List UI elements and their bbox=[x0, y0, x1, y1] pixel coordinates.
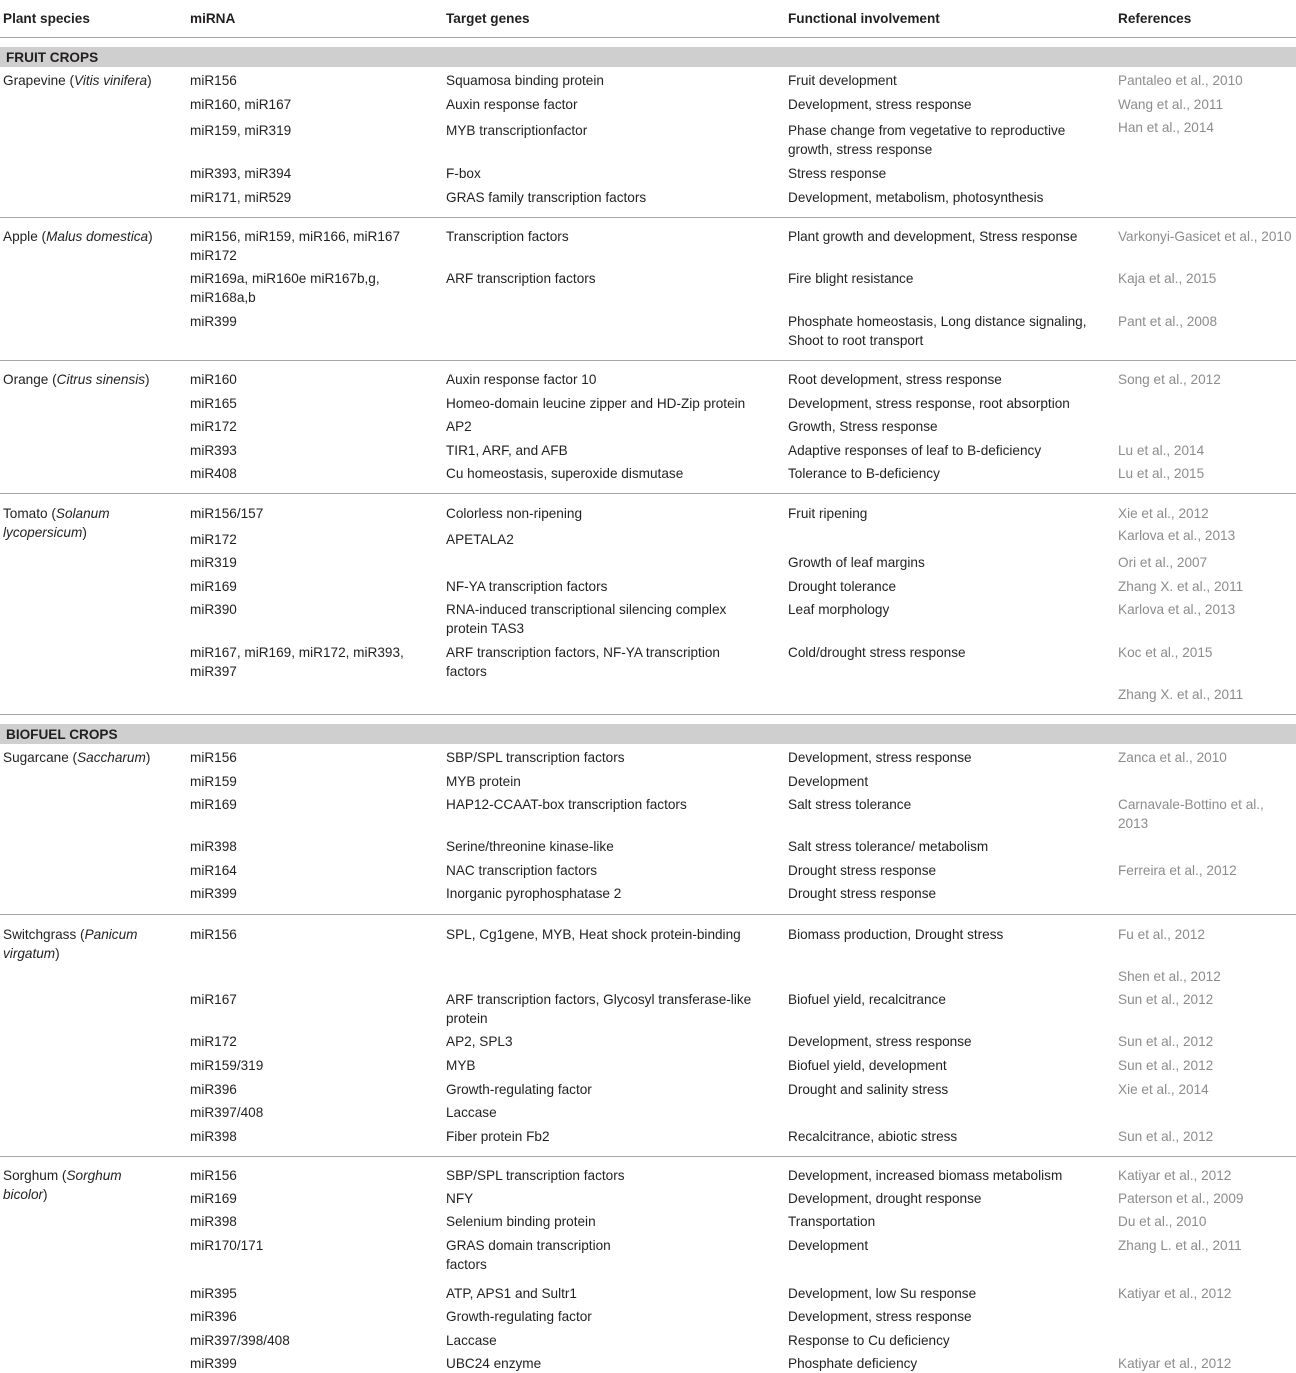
cell-functional-involvement: Fruit development bbox=[788, 73, 897, 88]
section-title-biofuel-crops: BIOFUEL CROPS bbox=[6, 727, 118, 742]
cell-mirna: miR172 bbox=[190, 419, 237, 434]
cell-reference: Carnavale-Bottino et al., 2013 bbox=[1118, 797, 1264, 831]
cell-functional-involvement: Transportation bbox=[788, 1214, 876, 1229]
cell-mirna: miR159/319 bbox=[190, 1058, 264, 1073]
cell-mirna: miR159, miR319 bbox=[190, 123, 292, 138]
section-band-biofuel-crops bbox=[0, 724, 1296, 744]
cell-reference: Paterson et al., 2009 bbox=[1118, 1191, 1244, 1206]
cell-functional-involvement: Stress response bbox=[788, 166, 887, 181]
cell-mirna: miR170/171 bbox=[190, 1238, 264, 1253]
cell-target-genes: SPL, Cg1gene, MYB, Heat shock protein-binding bbox=[446, 927, 741, 942]
cell-target-genes: NAC transcription factors bbox=[446, 863, 598, 878]
cell-target-genes: Homeo-domain leucine zipper and HD-Zip protein bbox=[446, 396, 746, 411]
cell-target-genes: GRAS family transcription factors bbox=[446, 190, 647, 205]
cell-target-genes: Cu homeostasis, superoxide dismutase bbox=[446, 466, 684, 481]
cell-mirna: miR398 bbox=[190, 1129, 237, 1144]
cell-reference: Ori et al., 2007 bbox=[1118, 555, 1208, 570]
header-functional-involvement: Functional involvement bbox=[788, 11, 940, 26]
cell-mirna: miR169 bbox=[190, 797, 237, 812]
cell-reference: Sun et al., 2012 bbox=[1118, 1058, 1214, 1073]
cell-mirna: miR398 bbox=[190, 839, 237, 854]
cell-reference: Lu et al., 2015 bbox=[1118, 466, 1205, 481]
cell-mirna: miR164 bbox=[190, 863, 237, 878]
cell-functional-involvement: Tolerance to B-deficiency bbox=[788, 466, 940, 481]
cell-target-genes: Transcription factors bbox=[446, 229, 569, 244]
cell-reference: Sun et al., 2012 bbox=[1118, 1129, 1214, 1144]
cell-functional-involvement: Biofuel yield, recalcitrance bbox=[788, 992, 946, 1007]
species-tomato: Tomato (Solanum lycopersicum) bbox=[3, 506, 110, 540]
cell-functional-involvement: Growth, Stress response bbox=[788, 419, 938, 434]
cell-target-genes: Colorless non-ripening bbox=[446, 506, 583, 521]
cell-mirna: miR399 bbox=[190, 1356, 237, 1371]
section-divider bbox=[0, 714, 1296, 715]
cell-target-genes: AP2, SPL3 bbox=[446, 1034, 513, 1049]
header-target-genes: Target genes bbox=[446, 11, 530, 26]
species-divider bbox=[0, 1156, 1296, 1157]
cell-target-genes: Laccase bbox=[446, 1333, 497, 1348]
cell-reference: Xie et al., 2014 bbox=[1118, 1082, 1209, 1097]
cell-functional-involvement: Drought tolerance bbox=[788, 579, 897, 594]
header-references: References bbox=[1118, 11, 1192, 26]
cell-target-genes: Growth-regulating factor bbox=[446, 1082, 592, 1097]
cell-functional-involvement: Phase change from vegetative to reproductive growth, stress response bbox=[788, 123, 1066, 157]
species-divider bbox=[0, 217, 1296, 218]
cell-mirna: miR319 bbox=[190, 555, 237, 570]
species-grapevine: Grapevine (Vitis vinifera) bbox=[3, 73, 152, 88]
cell-functional-involvement: Drought stress response bbox=[788, 863, 937, 878]
cell-functional-involvement: Growth of leaf margins bbox=[788, 555, 925, 570]
cell-functional-involvement: Drought stress response bbox=[788, 886, 937, 901]
species-sugarcane: Sugarcane (Saccharum) bbox=[3, 750, 151, 765]
cell-target-genes: Growth-regulating factor bbox=[446, 1309, 592, 1324]
cell-functional-involvement: Biofuel yield, development bbox=[788, 1058, 947, 1073]
cell-reference: Du et al., 2010 bbox=[1118, 1214, 1207, 1229]
cell-reference: Song et al., 2012 bbox=[1118, 372, 1221, 387]
cell-target-genes: Squamosa binding protein bbox=[446, 73, 604, 88]
cell-reference: Han et al., 2014 bbox=[1118, 120, 1214, 135]
cell-reference: Sun et al., 2012 bbox=[1118, 992, 1214, 1007]
cell-functional-involvement: Response to Cu deficiency bbox=[788, 1333, 950, 1348]
cell-target-genes: NF-YA transcription factors bbox=[446, 579, 608, 594]
cell-reference: Karlova et al., 2013 bbox=[1118, 528, 1236, 543]
cell-mirna: miR396 bbox=[190, 1309, 237, 1324]
cell-mirna: miR167, miR169, miR172, miR393, miR397 bbox=[190, 645, 404, 679]
cell-functional-involvement: Phosphate deficiency bbox=[788, 1356, 918, 1371]
cell-target-genes: MYB transcriptionfactor bbox=[446, 123, 588, 138]
species-divider bbox=[0, 493, 1296, 494]
cell-mirna: miR156 bbox=[190, 750, 237, 765]
cell-target-genes: RNA-induced transcriptional silencing complex protein TAS3 bbox=[446, 602, 727, 636]
cell-functional-involvement: Development, stress response bbox=[788, 1034, 972, 1049]
cell-target-genes: NFY bbox=[446, 1191, 474, 1206]
cell-target-genes: TIR1, ARF, and AFB bbox=[446, 443, 568, 458]
cell-target-genes: SBP/SPL transcription factors bbox=[446, 750, 625, 765]
cell-mirna: miR156, miR159, miR166, miR167 miR172 bbox=[190, 229, 401, 263]
cell-mirna: miR169 bbox=[190, 579, 237, 594]
cell-mirna: miR160, miR167 bbox=[190, 97, 292, 112]
cell-reference: Shen et al., 2012 bbox=[1118, 969, 1221, 984]
cell-functional-involvement: Root development, stress response bbox=[788, 372, 1002, 387]
species-divider bbox=[0, 914, 1296, 915]
cell-target-genes: MYB bbox=[446, 1058, 476, 1073]
cell-reference: Katiyar et al., 2012 bbox=[1118, 1286, 1232, 1301]
cell-mirna: miR156 bbox=[190, 1168, 237, 1183]
cell-target-genes: Auxin response factor bbox=[446, 97, 578, 112]
cell-functional-involvement: Development, increased biomass metabolism bbox=[788, 1168, 1063, 1183]
cell-mirna: miR167 bbox=[190, 992, 237, 1007]
cell-functional-involvement: Development, stress response, root absorption bbox=[788, 396, 1070, 411]
cell-reference: Koc et al., 2015 bbox=[1118, 645, 1213, 660]
cell-mirna: miR160 bbox=[190, 372, 237, 387]
species-divider bbox=[0, 360, 1296, 361]
cell-mirna: miR156 bbox=[190, 73, 237, 88]
cell-functional-involvement: Salt stress tolerance/ metabolism bbox=[788, 839, 989, 854]
cell-mirna: miR156/157 bbox=[190, 506, 264, 521]
cell-reference: Varkonyi-Gasicet et al., 2010 bbox=[1118, 229, 1292, 244]
cell-functional-involvement: Leaf morphology bbox=[788, 602, 890, 617]
cell-reference: Xie et al., 2012 bbox=[1118, 506, 1209, 521]
cell-functional-involvement: Development, low Su response bbox=[788, 1286, 977, 1301]
cell-reference: Sun et al., 2012 bbox=[1118, 1034, 1214, 1049]
cell-functional-involvement: Recalcitrance, abiotic stress bbox=[788, 1129, 958, 1144]
cell-reference: Kaja et al., 2015 bbox=[1118, 271, 1217, 286]
species-sorghum: Sorghum (Sorghum bicolor) bbox=[3, 1168, 122, 1202]
cell-mirna: miR397/398/408 bbox=[190, 1333, 290, 1348]
cell-target-genes: HAP12-CCAAT-box transcription factors bbox=[446, 797, 687, 812]
cell-target-genes: ARF transcription factors bbox=[446, 271, 596, 286]
cell-target-genes: SBP/SPL transcription factors bbox=[446, 1168, 625, 1183]
cell-functional-involvement: Development, stress response bbox=[788, 1309, 972, 1324]
cell-functional-involvement: Cold/drought stress response bbox=[788, 645, 966, 660]
cell-functional-involvement: Adaptive responses of leaf to B-deficiency bbox=[788, 443, 1042, 458]
cell-target-genes: ATP, APS1 and Sultr1 bbox=[446, 1286, 577, 1301]
cell-mirna: miR172 bbox=[190, 532, 237, 547]
header-rule bbox=[0, 37, 1296, 38]
cell-target-genes: Auxin response factor 10 bbox=[446, 372, 597, 387]
cell-reference: Wang et al., 2011 bbox=[1118, 97, 1224, 112]
cell-functional-involvement: Biomass production, Drought stress bbox=[788, 927, 1004, 942]
cell-reference: Zhang X. et al., 2011 bbox=[1118, 687, 1244, 702]
cell-mirna: miR390 bbox=[190, 602, 237, 617]
species-orange: Orange (Citrus sinensis) bbox=[3, 372, 150, 387]
cell-target-genes: AP2 bbox=[446, 419, 472, 434]
cell-mirna: miR171, miR529 bbox=[190, 190, 292, 205]
header-plant-species: Plant species bbox=[3, 11, 90, 26]
cell-target-genes: ARF transcription factors, Glycosyl transferase-like protein bbox=[446, 992, 752, 1026]
cell-reference: Lu et al., 2014 bbox=[1118, 443, 1205, 458]
cell-functional-involvement: Fire blight resistance bbox=[788, 271, 914, 286]
cell-mirna: miR397/408 bbox=[190, 1105, 264, 1120]
cell-functional-involvement: Development, stress response bbox=[788, 750, 972, 765]
cell-mirna: miR393 bbox=[190, 443, 237, 458]
cell-functional-involvement: Development, drought response bbox=[788, 1191, 982, 1206]
cell-functional-involvement: Plant growth and development, Stress response bbox=[788, 229, 1078, 244]
cell-mirna: miR165 bbox=[190, 396, 237, 411]
cell-reference: Zhang L. et al., 2011 bbox=[1118, 1238, 1242, 1253]
cell-target-genes: APETALA2 bbox=[446, 532, 514, 547]
cell-mirna: miR169 bbox=[190, 1191, 237, 1206]
cell-functional-involvement: Phosphate homeostasis, Long distance signaling, Shoot to root transport bbox=[788, 314, 1087, 348]
section-title-fruit-crops: FRUIT CROPS bbox=[6, 50, 99, 65]
cell-reference: Karlova et al., 2013 bbox=[1118, 602, 1236, 617]
cell-reference: Fu et al., 2012 bbox=[1118, 927, 1205, 942]
header-mirna: miRNA bbox=[190, 11, 236, 26]
cell-mirna: miR169a, miR160e miR167b,g, miR168a,b bbox=[190, 271, 380, 305]
cell-target-genes: Laccase bbox=[446, 1105, 497, 1120]
cell-functional-involvement: Drought and salinity stress bbox=[788, 1082, 949, 1097]
section-band-fruit-crops bbox=[0, 47, 1296, 67]
cell-reference: Ferreira et al., 2012 bbox=[1118, 863, 1237, 878]
cell-reference: Katiyar et al., 2012 bbox=[1118, 1356, 1232, 1371]
cell-reference: Pant et al., 2008 bbox=[1118, 314, 1218, 329]
cell-functional-involvement: Salt stress tolerance bbox=[788, 797, 912, 812]
cell-target-genes: F-box bbox=[446, 166, 481, 181]
cell-mirna: miR399 bbox=[190, 314, 237, 329]
cell-mirna: miR396 bbox=[190, 1082, 237, 1097]
species-apple: Apple (Malus domestica) bbox=[3, 229, 153, 244]
cell-target-genes: GRAS domain transcription factors bbox=[446, 1238, 611, 1272]
cell-reference: Zhang X. et al., 2011 bbox=[1118, 579, 1244, 594]
cell-functional-involvement: Development bbox=[788, 1238, 869, 1253]
cell-mirna: miR395 bbox=[190, 1286, 237, 1301]
cell-mirna: miR159 bbox=[190, 774, 237, 789]
cell-mirna: miR172 bbox=[190, 1034, 237, 1049]
cell-target-genes: Inorganic pyrophosphatase 2 bbox=[446, 886, 622, 901]
cell-reference: Zanca et al., 2010 bbox=[1118, 750, 1227, 765]
cell-mirna: miR156 bbox=[190, 927, 237, 942]
cell-mirna: miR399 bbox=[190, 886, 237, 901]
cell-functional-involvement: Development, stress response bbox=[788, 97, 972, 112]
cell-target-genes: MYB protein bbox=[446, 774, 521, 789]
cell-target-genes: ARF transcription factors, NF-YA transcription factors bbox=[446, 645, 720, 679]
species-switchgrass: Switchgrass (Panicum virgatum) bbox=[3, 927, 138, 961]
cell-reference: Katiyar et al., 2012 bbox=[1118, 1168, 1232, 1183]
cell-functional-involvement: Development bbox=[788, 774, 869, 789]
cell-functional-involvement: Development, metabolism, photosynthesis bbox=[788, 190, 1044, 205]
cell-target-genes: UBC24 enzyme bbox=[446, 1356, 542, 1371]
cell-functional-involvement: Fruit ripening bbox=[788, 506, 868, 521]
cell-target-genes: Fiber protein Fb2 bbox=[446, 1129, 550, 1144]
cell-mirna: miR398 bbox=[190, 1214, 237, 1229]
cell-mirna: miR408 bbox=[190, 466, 237, 481]
cell-mirna: miR393, miR394 bbox=[190, 166, 292, 181]
cell-target-genes: Serine/threonine kinase-like bbox=[446, 839, 614, 854]
cell-reference: Pantaleo et al., 2010 bbox=[1118, 73, 1243, 88]
cell-target-genes: Selenium binding protein bbox=[446, 1214, 596, 1229]
